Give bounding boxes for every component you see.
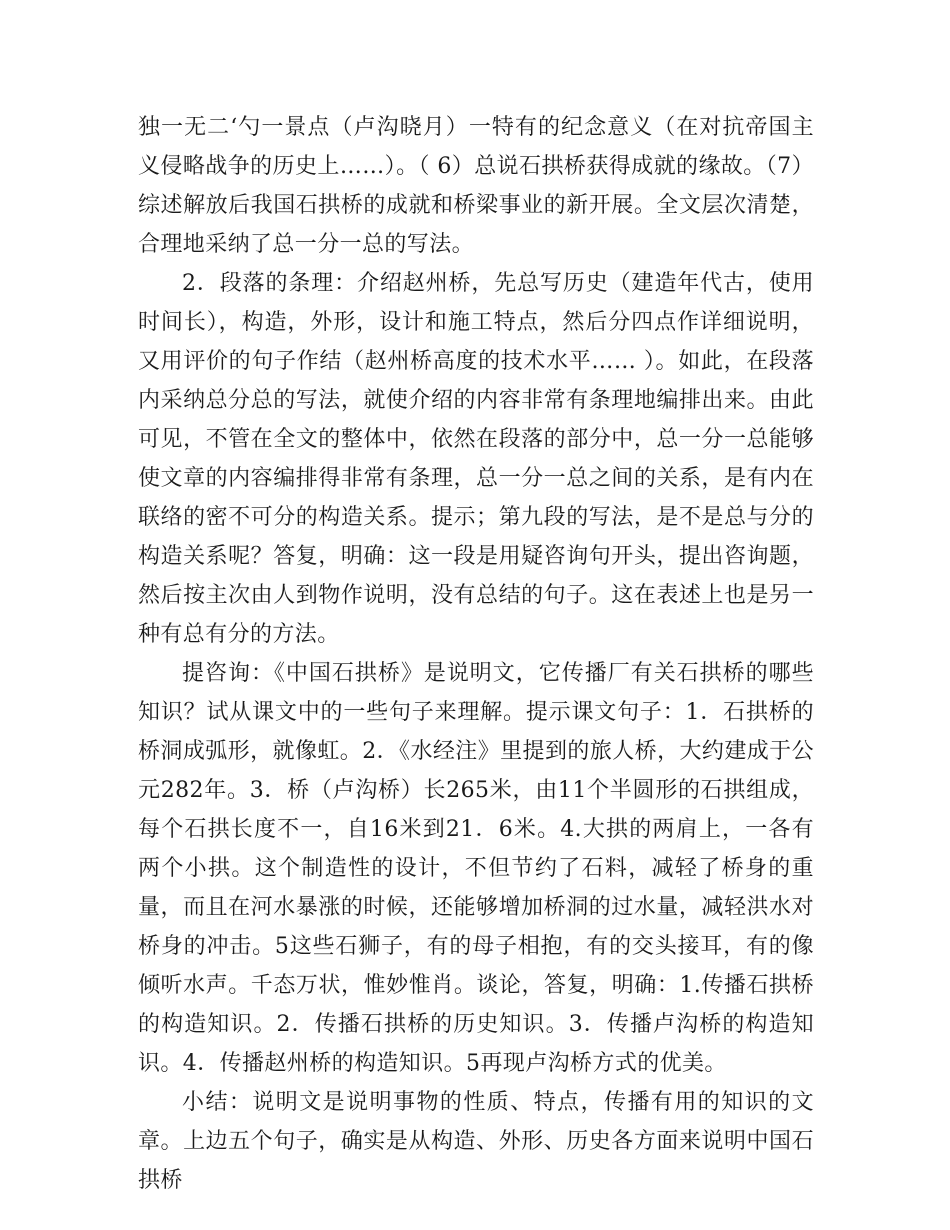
paragraph-structure: 2．段落的条理：介绍赵州桥，先总写历史（建造年代古，使用时间长），构造，外形，设计和施工特点，然后分四点作详细说明，又用评价的句子作结（赵州桥高度的技术水平…… ）。如此，在段落内采纳总分总的写法，就使介绍的内容非常有条理地编排出来。由此可见，不管在全文的整体中，依然在段落的部分中，总一分一总能够使文章的内容编排得非常有条理，总一分一总之间的关系，是有内在联络的密不可分的构造关系。提示；第九段的写法，是不是总与分的构造关系呢？答复，明确：这一段是用疑咨询句开头，提出咨询题，然后按主次由人到物作说明，没有总结的句子。这在表述上也是另一种有总有分的方法。 [138,271,814,647]
paragraph-summary: 小结：说明文是说明事物的性质、特点，传播有用的知识的文章。上边五个句子，确实是从构造、外形、历史各方面来说明中国石拱桥 [138,1090,814,1193]
paragraph-question: 提咨询：《中国石拱桥》是说明文，它传播厂有关石拱桥的哪些知识？试从课文中的一些句子来理解。提示课文句子：1．石拱桥的桥洞成弧形，就像虹。2．《水经注》里提到的旅人桥，大约建成于公元282年。3．桥（卢沟桥）长265米，由11个半圆形的石拱组成，每个石拱长度不一，自16米到21．6米。4.大拱的两肩上，一各有两个小拱。这个制造性的设计，不但节约了石料，减轻了桥身的重量，而且在河水暴涨的时候，还能够增加桥洞的过水量，减轻洪水对桥身的冲击。5这些石狮子，有的母子相抱，有的交头接耳，有的像倾听水声。千态万状，惟妙惟肖。谈论，答复，明确：1.传播石拱桥的构造知识。2．传播石拱桥的历史知识。3．传播卢沟桥的构造知识。4．传播赵州桥的构造知识。5再现卢沟桥方式的优美。 [138,661,814,1076]
paragraph-intro-continued: 独一无二‘勺一景点（卢沟晓月）一特有的纪念意义（在对抗帝国主义侵略战争的历史上……）。（ 6）总说石拱桥获得成就的缘故。（7）综述解放后我国石拱桥的成就和桥梁事业的新开展。全文层次清楚，合理地采纳了总一分一总的写法。 [138,115,814,257]
document-body [138,108,814,1200]
